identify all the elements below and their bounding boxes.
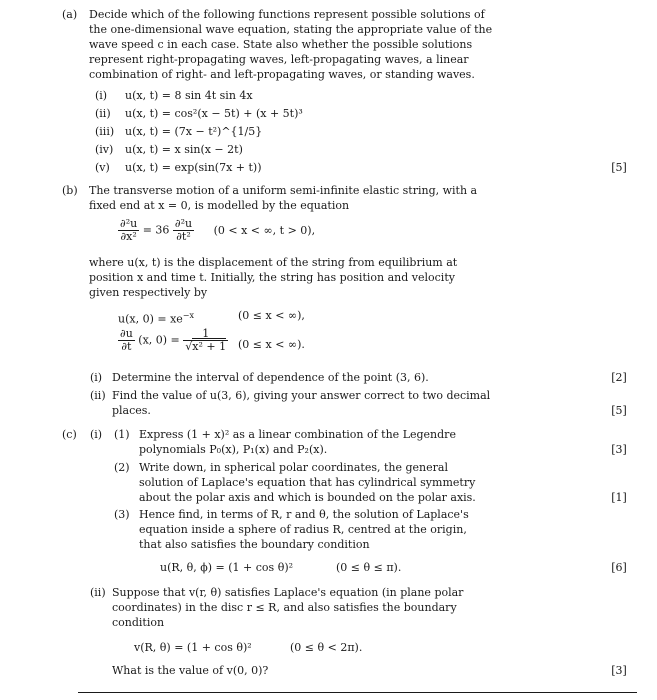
part-a-item-3-expression: u(x, t) = (7x − t²)^{1/5}	[125, 125, 263, 138]
part-c-s3-line-1: Hence find, in terms of R, r and θ, the solution of Laplace's	[139, 508, 469, 521]
part-b-q2-number: (ii)	[90, 389, 106, 402]
part-a-label: (a)	[62, 8, 78, 21]
part-c-s3-line-3: that also satisfies the boundary condition	[139, 538, 370, 551]
part-c-s3-line-2: equation inside a sphere of radius R, centred at the origin,	[139, 523, 467, 536]
part-a-item-1-number: (i)	[95, 89, 108, 102]
part-c-s2-mark: [1]	[611, 491, 627, 504]
wave-eq-rhs-num: ∂²u	[174, 217, 193, 230]
part-a-item-2-number: (ii)	[95, 107, 111, 120]
part-b-after-3: given respectively by	[89, 286, 208, 299]
part-c-s4-mark: [3]	[611, 664, 627, 677]
part-a-item-5-expression: u(x, t) = exp(sin(7x + t))	[125, 161, 262, 174]
wave-equation	[118, 218, 315, 243]
part-b-q1-mark: [2]	[611, 371, 627, 384]
wave-eq-lhs-fraction	[118, 218, 139, 243]
bottom-rule	[78, 692, 637, 693]
boundary-condition-disc: v(R, θ) = (1 + cos θ)²	[134, 641, 252, 654]
initial-velocity-dt: ∂t	[121, 340, 132, 353]
part-b-q1-number: (i)	[90, 371, 103, 384]
part-a-item-3-number: (iii)	[95, 125, 115, 138]
part-a-item-4-number: (iv)	[95, 143, 114, 156]
part-a-line-1: Decide which of the following functions represent possible solutions of	[89, 8, 485, 21]
initial-velocity-den: √x² + 1	[185, 340, 227, 353]
part-b-after-2: position x and time t. Initially, the string has position and velocity	[89, 271, 455, 284]
part-b-after-1: where u(x, t) is the displacement of the string from equilibrium at	[89, 256, 458, 269]
part-a-mark: [5]	[611, 161, 627, 174]
part-a-item-2-expression: u(x, t) = cos²(x − 5t) + (x + 5t)³	[125, 107, 303, 120]
part-b-intro-1: The transverse motion of a uniform semi-infinite elastic string, with a	[89, 184, 478, 197]
wave-eq-lhs-num: ∂²u	[120, 217, 138, 230]
part-c-s1-line-1: Express (1 + x)² as a linear combination of the Legendre	[139, 428, 456, 441]
part-c-label: (c)	[62, 428, 77, 441]
part-c-s3-mark: [6]	[611, 561, 627, 574]
wave-eq-rhs-fraction	[173, 218, 194, 243]
part-a-line-2: the one-dimensional wave equation, stating the appropriate value of the	[89, 23, 493, 36]
part-c-s2-line-1: Write down, in spherical polar coordinates, the general	[139, 461, 448, 474]
part-c-s4-question: What is the value of v(0, 0)?	[112, 664, 269, 677]
boundary-condition-sphere: u(R, θ, ϕ) = (1 + cos θ)²	[160, 561, 294, 574]
part-b-q2-mark: [5]	[611, 404, 627, 417]
initial-position-lhs	[118, 309, 194, 327]
part-c-s1-mark: [3]	[611, 443, 627, 456]
part-c-i-label: (i)	[90, 428, 103, 441]
initial-velocity	[118, 328, 228, 353]
wave-eq-rhs-den: ∂t²	[176, 230, 191, 243]
part-c-s4-line-3: condition	[112, 616, 165, 629]
initial-velocity-mid: (x, 0) =	[138, 333, 180, 347]
initial-velocity-radicand: x² + 1	[192, 340, 227, 353]
part-c-ii-label: (ii)	[90, 586, 106, 599]
part-a-item-5-number: (v)	[95, 161, 110, 174]
part-c-s1-line-2: polynomials P₀(x), P₁(x) and P₂(x).	[139, 443, 328, 456]
part-c-s3-number: (3)	[114, 508, 130, 521]
part-b-q1-text: Determine the interval of dependence of the point (3, 6).	[112, 371, 429, 384]
part-c-s2-line-2: solution of Laplace's equation that has cylindrical symmetry	[139, 476, 476, 489]
part-b-intro-2: fixed end at x = 0, is modelled by the equation	[89, 199, 350, 212]
part-a-line-5: combination of right- and left-propagating waves, or standing waves.	[89, 68, 475, 81]
part-a-item-4-expression: u(x, t) = x sin(x − 2t)	[125, 143, 243, 156]
part-c-s2-number: (2)	[114, 461, 130, 474]
initial-velocity-num: 1	[183, 328, 228, 341]
initial-velocity-derivative	[118, 328, 135, 353]
part-c-s4-line-2: coordinates) in the disc r ≤ R, and also satisfies the boundary	[112, 601, 457, 614]
part-c-s2-line-3: about the polar axis and which is bounded on the polar axis.	[139, 491, 476, 504]
initial-velocity-condition: (0 ≤ x < ∞).	[238, 338, 305, 351]
part-b-q2-line-1: Find the value of u(3, 6), giving your answer correct to two decimal	[112, 389, 491, 402]
wave-eq-condition: (0 < x < ∞, t > 0),	[213, 223, 316, 237]
boundary-condition-disc-range: (0 ≤ θ < 2π).	[290, 641, 363, 654]
initial-position-condition: (0 ≤ x < ∞),	[238, 309, 305, 322]
initial-velocity-du: ∂u	[120, 327, 133, 340]
initial-position-exponent: −x	[182, 311, 195, 320]
part-b-label: (b)	[62, 184, 78, 197]
part-a-item-1-expression: u(x, t) = 8 sin 4t sin 4x	[125, 89, 253, 102]
initial-velocity-fraction	[183, 328, 228, 353]
wave-eq-lhs-den: ∂x²	[120, 230, 137, 243]
part-c-s4-line-1: Suppose that v(r, θ) satisfies Laplace's equation (in plane polar	[112, 586, 464, 599]
initial-position-expr: u(x, 0) = xe	[118, 312, 183, 326]
boundary-condition-sphere-range: (0 ≤ θ ≤ π).	[336, 561, 402, 574]
part-c-s1-number: (1)	[114, 428, 130, 441]
part-a-line-4: represent right-propagating waves, left-propagating waves, a linear	[89, 53, 469, 66]
part-a-line-3: wave speed c in each case. State also whether the possible solutions	[89, 38, 473, 51]
part-b-q2-line-2: places.	[112, 404, 151, 417]
wave-eq-coefficient: = 36	[142, 223, 170, 237]
